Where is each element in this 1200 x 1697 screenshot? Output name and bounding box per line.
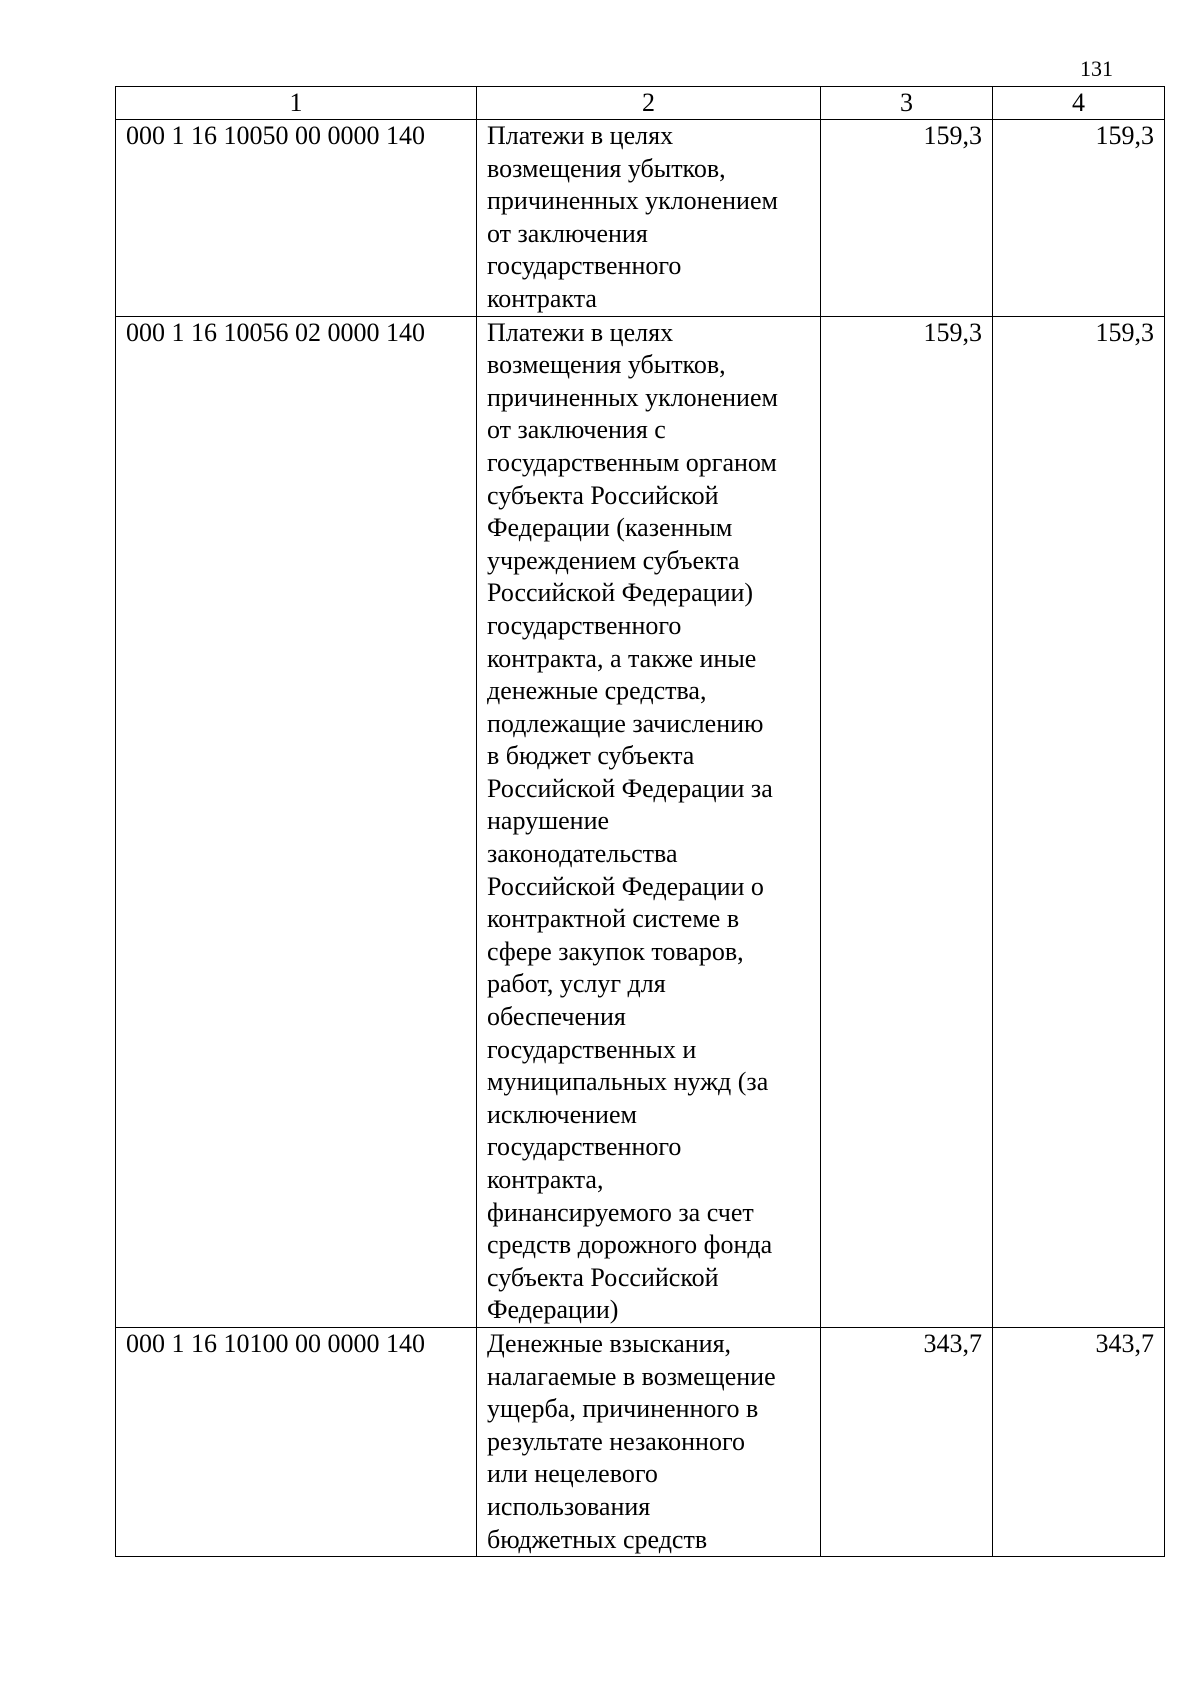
budget-code-cell: 000 1 16 10056 02 0000 140 <box>116 316 477 1327</box>
budget-table <box>115 86 1165 1557</box>
table-row <box>116 316 1165 1327</box>
description-cell: Платежи в целях возмещения убытков, причиненных уклонением от заключения государственного контракта <box>477 120 821 317</box>
amount-col3-cell: 159,3 <box>821 120 993 317</box>
budget-code-cell: 000 1 16 10050 00 0000 140 <box>116 120 477 317</box>
description-cell: Денежные взыскания, налагаемые в возмещение ущерба, причиненного в результате незаконного или нецелевого использования бюджетных средств <box>477 1327 821 1556</box>
table-row <box>116 120 1165 317</box>
amount-col4-cell: 343,7 <box>993 1327 1165 1556</box>
table-header-row <box>116 87 1165 120</box>
column-header-4: 4 <box>993 87 1165 120</box>
amount-col4-cell: 159,3 <box>993 120 1165 317</box>
amount-col3-cell: 159,3 <box>821 316 993 1327</box>
page-number: 131 <box>1080 56 1113 81</box>
amount-col4-cell: 159,3 <box>993 316 1165 1327</box>
table-row <box>116 1327 1165 1556</box>
column-header-2: 2 <box>477 87 821 120</box>
amount-col3-cell: 343,7 <box>821 1327 993 1556</box>
column-header-1: 1 <box>116 87 477 120</box>
budget-code-cell: 000 1 16 10100 00 0000 140 <box>116 1327 477 1556</box>
column-header-3: 3 <box>821 87 993 120</box>
description-cell: Платежи в целях возмещения убытков, причиненных уклонением от заключения с государственным органом субъекта Российской Федерации (казенным учреждением субъекта Российской Федерации) государственного контракта, а также иные денежные средства, подлежащие зачислению в бюджет субъекта Российской Федерации за нарушение законодательства Российской Федерации о контрактной системе в сфере закупок товаров, работ, услуг для обеспечения государственных и муниципальных нужд (за исключением государственного контракта, финансируемого за счет средств дорожного фонда субъекта Российской Федерации) <box>477 316 821 1327</box>
